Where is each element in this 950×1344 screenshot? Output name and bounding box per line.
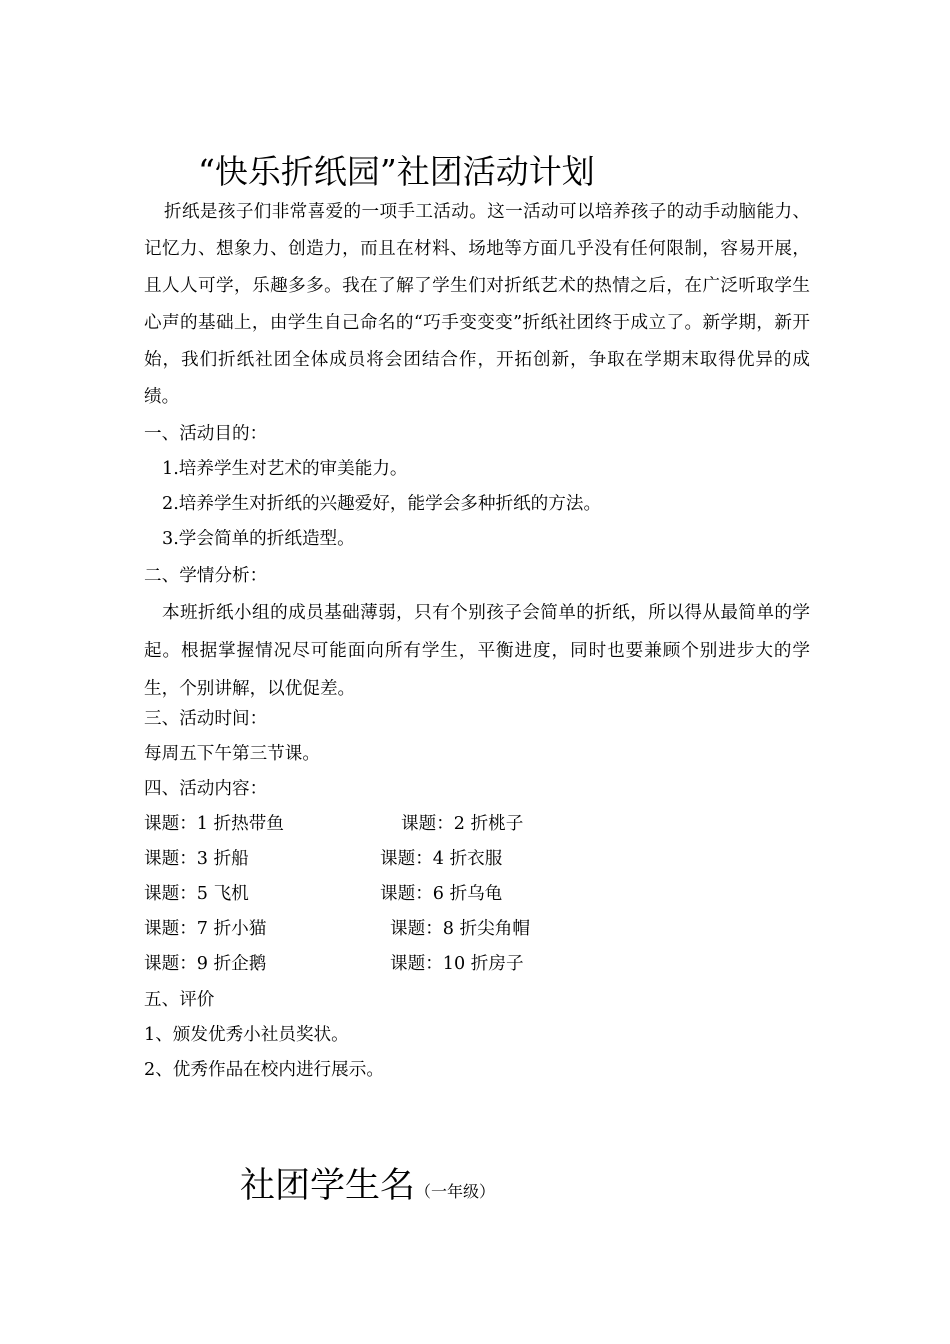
topic-item: 课题：6 折乌龟 (380, 884, 503, 904)
purpose-item: 1.培养学生对艺术的审美能力。 (162, 459, 408, 479)
topic-item: 课题：3 折船 (144, 849, 249, 869)
purpose-item: 3.学会简单的折纸造型。 (162, 529, 355, 549)
evaluation-item: 1、颁发优秀小社员奖状。 (144, 1025, 349, 1045)
topic-item: 课题：7 折小猫 (144, 919, 267, 939)
section-heading-time: 三、活动时间： (144, 709, 268, 729)
roster-title-text: 社团学生名 (240, 1166, 416, 1206)
section-heading-analysis: 二、学情分析： (144, 566, 268, 586)
roster-title (240, 1162, 495, 1216)
evaluation-item: 2、优秀作品在校内进行展示。 (144, 1060, 384, 1080)
section-heading-evaluation: 五、评价 (144, 990, 215, 1010)
topic-item: 课题：8 折尖角帽 (390, 919, 530, 939)
time-text: 每周五下午第三节课。 (144, 744, 320, 764)
topic-item: 课题：9 折企鹅 (144, 954, 267, 974)
document-title: “快乐折纸园”社团活动计划 (198, 152, 595, 191)
section-heading-content: 四、活动内容： (144, 779, 268, 799)
topic-item: 课题：10 折房子 (390, 954, 524, 974)
intro-paragraph: 折纸是孩子们非常喜爱的一项手工活动。这一活动可以培养孩子的动手动脑能力、记忆力、想象力、创造力，而且在材料、场地等方面几乎没有任何限制，容易开展，且人人可学，乐趣多多。我在了解了学生们对折纸艺术的热情之后，在广泛听取学生心声的基础上，由学生自己命名的“巧手变变变”折纸社团终于成立了。新学期，新开始，我们折纸社团全体成员将会团结合作，开拓创新，争取在学期末取得优异的成绩。 (144, 202, 810, 407)
section-heading-purpose: 一、活动目的： (144, 424, 268, 444)
roster-subtitle: （一年级） (415, 1182, 496, 1201)
topic-item: 课题：1 折热带鱼 (144, 814, 284, 834)
analysis-paragraph: 本班折纸小组的成员基础薄弱，只有个别孩子会简单的折纸，所以得从最简单的学起。根据掌握情况尽可能面向所有学生，平衡进度，同时也要兼顾个别进步大的学生，个别讲解，以优促差。 (144, 603, 810, 699)
topic-item: 课题：2 折桃子 (401, 814, 524, 834)
topic-item: 课题：4 折衣服 (380, 849, 503, 869)
topic-item: 课题：5 飞机 (144, 884, 249, 904)
purpose-item: 2.培养学生对折纸的兴趣爱好，能学会多种折纸的方法。 (162, 494, 602, 514)
